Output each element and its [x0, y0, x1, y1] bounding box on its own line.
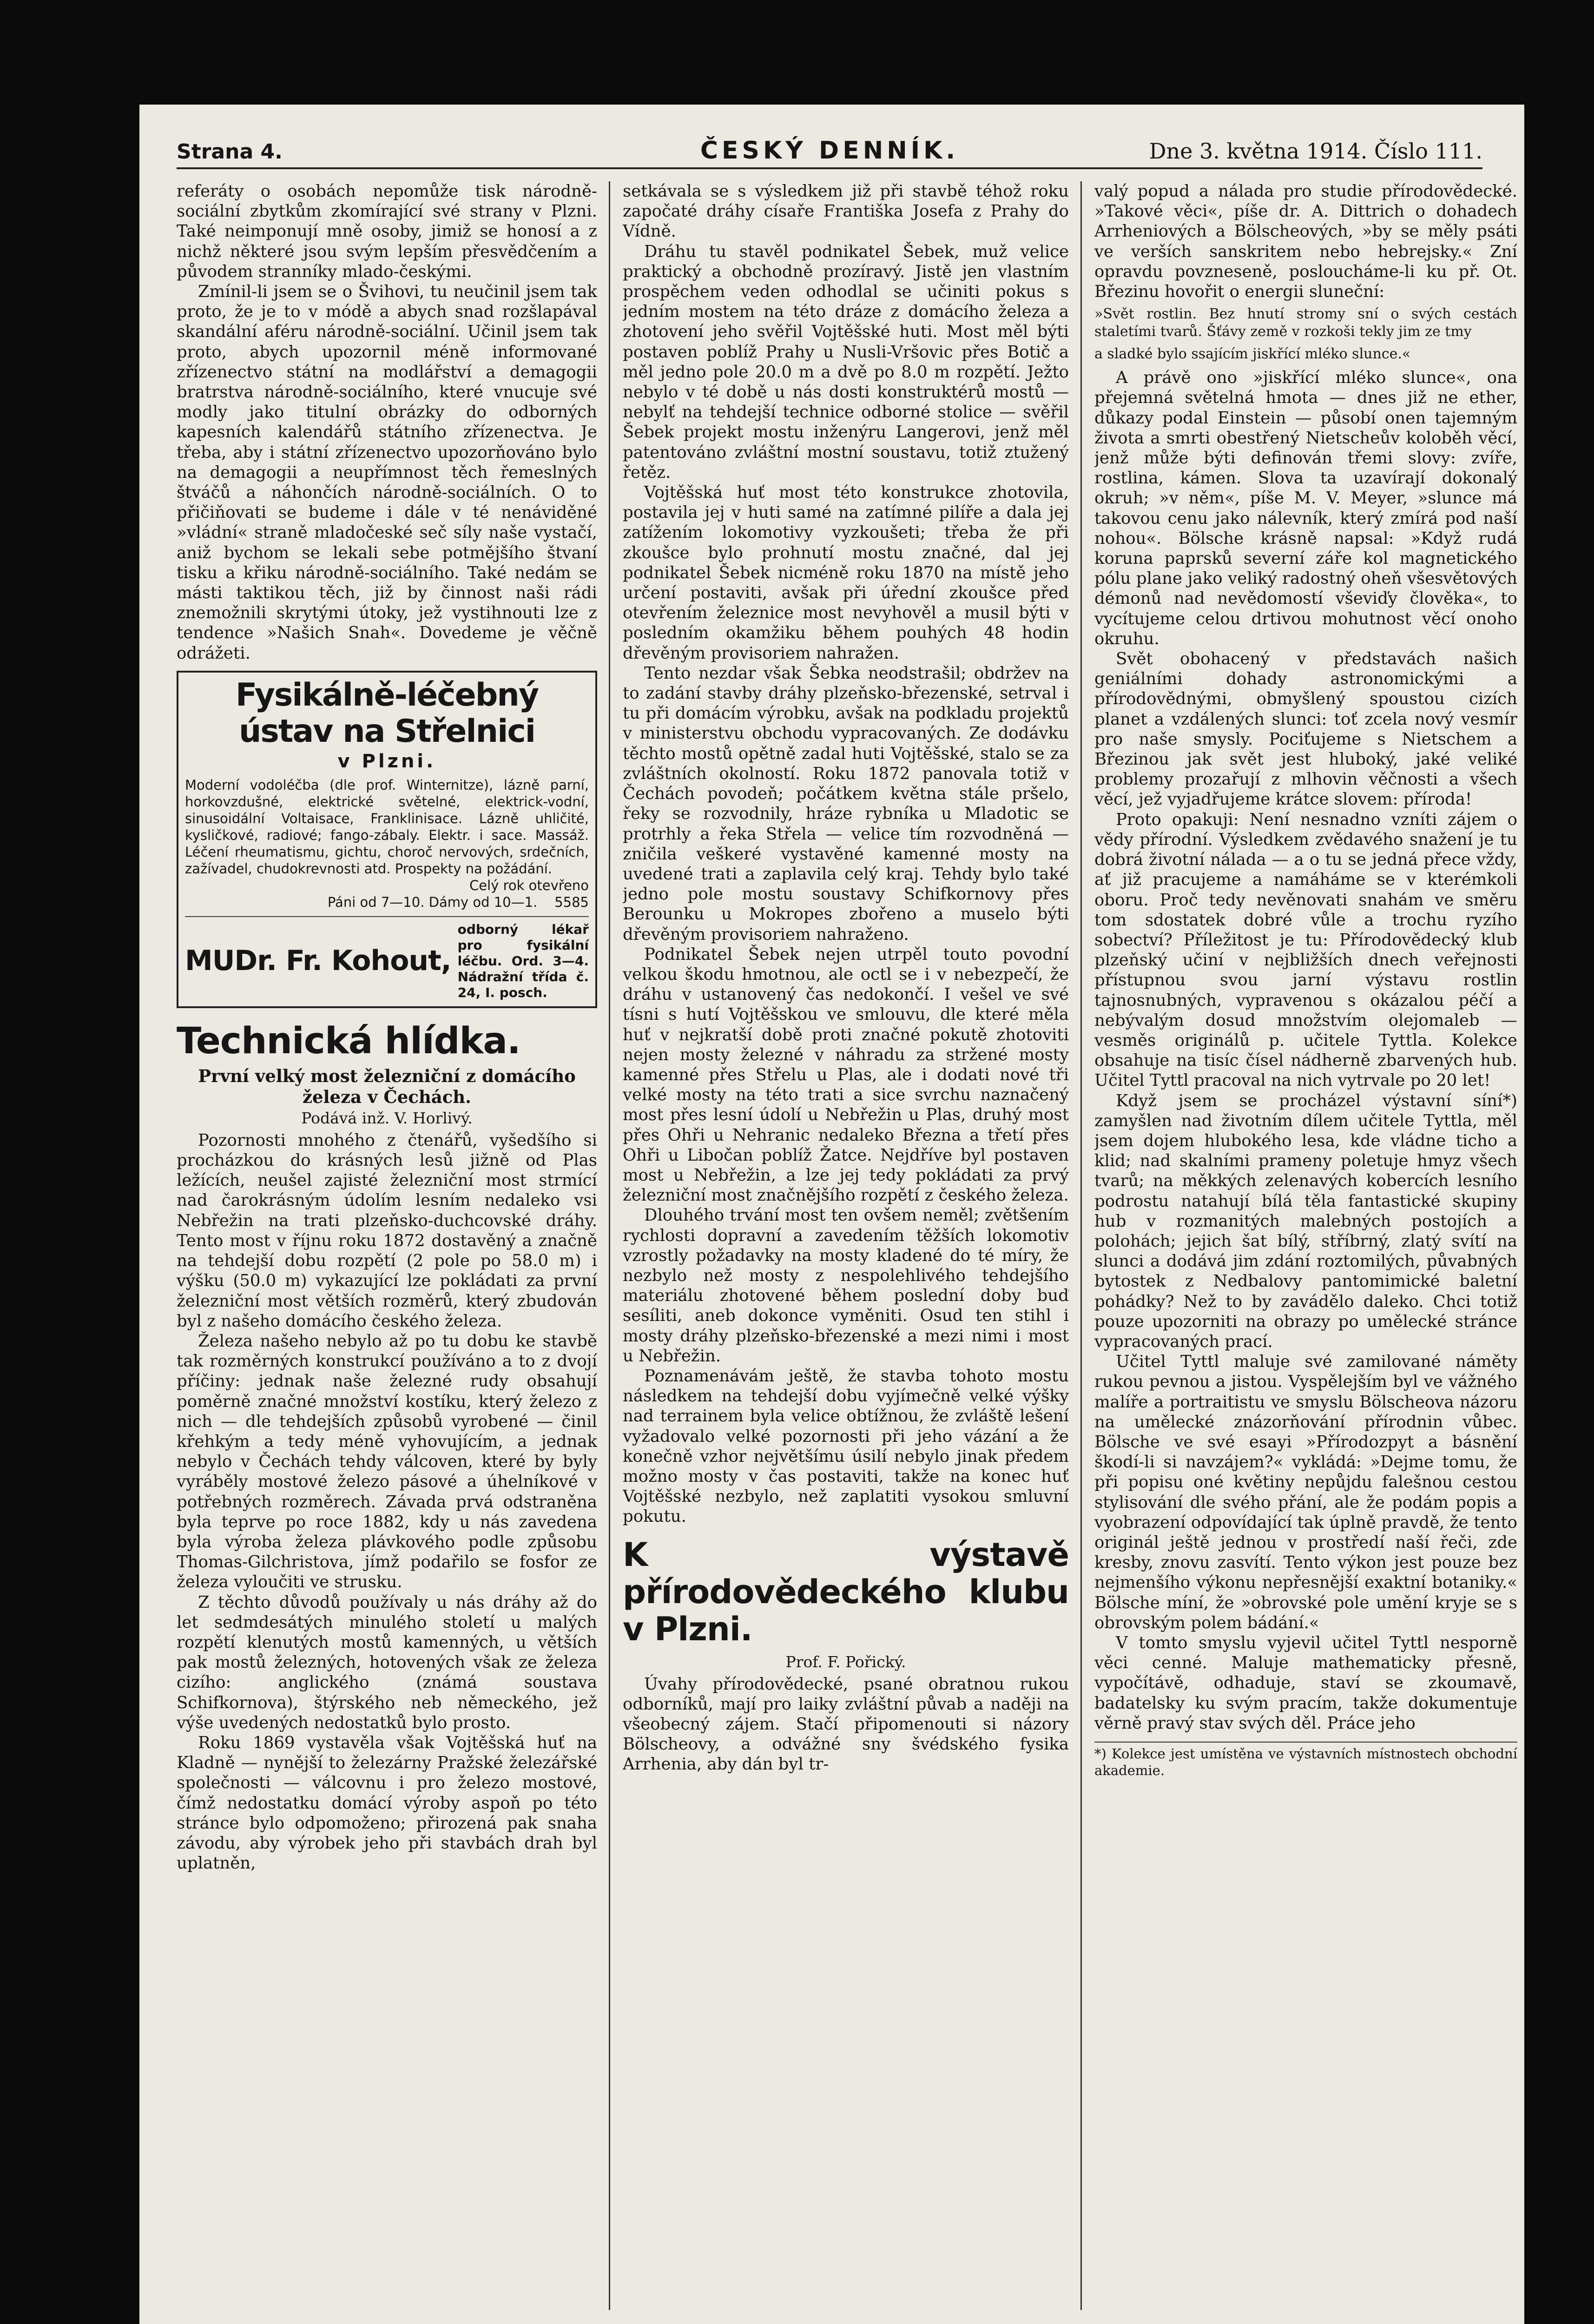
date-issue: Dne 3. května 1914. Číslo 111.	[1149, 139, 1482, 164]
ad-body: Moderní vodoléčba (dle prof. Winternitze), lázně parní, horkovzdušné, elektrické světelné, elektrick-vodní, sinusoidální Voltaisace, Franklinisace. Lázně uhličité, kysličkové, radiové; fango-zábaly. Elektr. i sace. Massáž. Léčení rheumatismu, gichtu, choroč nervových, srdečních, zažívadel, chudokrevnosti atd. Prospekty na požádání.	[185, 777, 589, 877]
ad-place: v Plzni.	[337, 750, 436, 772]
paragraph: Podnikatel Šebek nejen utrpěl touto povodní velkou škodu hmotnou, ale octl se i v nebezpečí, že dráhu v ustanovený čas nedokončí. I vešel ve své tísni s hutí Vojtěšskou ve smlouvu, dle které měla huť v nejkratší době proti značné pokutě zhotoviti nejen mosty železné v náhradu za stržené mosty kamenné přes Střelu u Plas, ale i dodati nové tři velké mosty na této trati a sice svrchu naznačený most přes lesní údolí u Nebřežin u Plas, druhý most přes Ohři u Nehranic nedaleko Března a třetí přes Ohři u Libočan poblíž Žatce. Nejdříve byl postaven most u Nebřežin, a lze jej tedy pokládati za prvý železniční most značnějšího rozpětí z českého železa.	[623, 944, 1069, 1205]
ad-doctor	[185, 916, 589, 1001]
paragraph: Dráhu tu stavěl podnikatel Šebek, muž velice praktický a obchodně prozíravý. Jistě jen vlastním prospěchem veden odhodlal se učiniti pokus s jedním mostem na této dráze z domácího železa a zhotovení jeho svěřil Vojtěšské huti. Most měl býti postaven poblíž Prahy u Nusli-Vršovic přes Botič a měl jedno pole 20.0 m a dvě po 8.0 m rozpětí. Ježto nebylo v té době u nás dosti konstruktérů mostů — nebylť na tehdejší technice odborné stolice — svěřil Šebek projekt mostu inženýru Langerovi, jenž měl patentováno zvláštní mostní soustavu, totiž ztužený řetěz.	[623, 242, 1069, 482]
paragraph: Tento nezdar však Šebka neodstrašil; obdržev na to zadání stavby dráhy plzeňsko-březenské, setrval i tu při domácím výrobku, avšak na podkladu projektů v ministerstvu obchodu vypracovaných. Ze dodávku těchto mostů opětně zadal huti Vojtěšské, stalo se za zvláštních okolností. Roku 1872 panovala totiž v Čechách povodeň; počátkem května stále pršelo, řeky se rozvodnily, hráze rybníka u Mladotic se protrhly a řeka Střela — velice tím rozvodněná — zničila veškeré vystavěné kamenné mosty na uvedené trati a zaplavila celý kraj. Tehdy bylo také jedno pole mostu soustavy Schifkornovy přes Berounku u Mokropes zbořeno a muselo býti dřevěným provisoriem nahraženo.	[623, 663, 1069, 944]
paragraph: A právě ono »jiskřící mléko slunce«, ona přejemná světelná hmota — dnes již ne ether, důkazy podal Einstein — působí onen tajemným života a smrti obestřený Nietscheův koloběh věcí, jenž může býti definován třemi slovy: zvíře, rostlina, kámen. Slova ta uzavírají dokonalý okruh; »v něm«, píše M. V. Meyer, »slunce má takovou cenu jako nálevník, který zmírá pod naší nohou«. Bölsche krásně napsal: »Když rudá koruna paprsků severní záře kol magnetického pólu plane jako veliký radostný oheň všesvětových démonů nad nevědomostí vševiďy člověka«, to vycítujeme celou drtivou mohutnost věcí onoho okruhu.	[1094, 368, 1517, 648]
footnote: *) Kolekce jest umístěna ve výstavních místnostech obchodní akademie.	[1094, 1742, 1517, 1779]
section-heading: Technická hlídka.	[177, 1020, 520, 1062]
paragraph: Pozornosti mnohého z čtenářů, vyšedšího si procházkou do krásných lesů jižně od Plas ležících, neušel zajisté železniční most strmící nad čarokrásným údolím lesním nedaleko vsi Nebřežin na trati plzeňsko-duchcovské dráhy. Tento most v říjnu roku 1872 dostavěný a značně na tehdejší dobu rozpětí (2 pole po 58.0 m) i výšku (50.0 m) vykazující lze pokládati za první železniční most větších rozměrů, který zbudován byl z našeho domácího českého železa.	[177, 1130, 597, 1331]
paragraph: Vojtěšská huť most této konstrukce zhotovila, postavila jej v huti samé na zatímné pilíře a dala jej zatížením lokomotivy vyzkoušeti; třeba že při zkoušce bylo prohnutí mostu značné, dal jej podnikatel Šebek nicméně roku 1870 na místě jeho určení postaviti, avšak při úřední zkoušce před otevřením železnice most nevyhověl a musil býti v posledním okamžiku během pouhých 48 hodin dřevěným provisoriem nahražen.	[623, 483, 1069, 663]
ad-phone: 5585	[554, 894, 589, 910]
masthead-title: ČESKÝ DENNÍK.	[700, 137, 959, 165]
paragraph: Roku 1869 vystavěla však Vojtěšská huť na Kladně — nynější to železárny Pražské železářské společnosti — válcovnu i pro železo mostové, čímž nedostatku domácí výroby aspoň po této stránce bylo odpomoženo; přirozená pak snaha závodu, aby výrobek jeho při stavbách drah byl uplatněn,	[177, 1733, 597, 1873]
ad-doctor-info: odborný lékař pro fysikální léčbu. Ord. 3—4. Nádražní třída č. 24, I. posch.	[457, 921, 589, 1000]
page-number: Strana 4.	[177, 140, 283, 164]
ad-hours-detail	[185, 894, 589, 911]
paragraph: Dlouhého trvání most ten ovšem neměl; zvětšením rychlosti dopravní a zavedením těžších lokomotiv vzrostly požadavky na mosty kladené do té míry, že nezbylo než mosty z nespolehlivého tehdejšího materiálu zhotovené během poslední doby buď sesíliti, aneb dokonce vyměniti. Osud ten stihl i mosty dráhy plzeňsko-březenské a mezi nimi i most u Nebřežin.	[623, 1206, 1069, 1366]
article-author-2: Prof. F. Pořický.	[785, 1652, 906, 1671]
paragraph: Proto opakuji: Není nesnadno vzníti zájem o vědy přírodní. Výsledkem zvědavého snažení je tu dobrá životní nálada — a o tu se jedná přece vždy, ať již pracujeme a namáháme se v kterémkoli oboru. Proč tedy nevěnovati snahám ve směru tom sdostatek dobré vůle a trochu ryzího sobectví? Příležitost je tu: Přírodovědecký klub plzeňský učiní v nejbližších dnech veřejnosti přístupnou svou jarní výstavu rostlin tajnosnubných, vypravenou s okázalou péčí a nebývalým dosud množstvím olejomaleb — vesměs originálů p. učitele Tyttla. Kolekce obsahuje na tisíc čísel nádherně zbarvených hub. Učitel Tyttl pracoval na nich vytrvale po 20 let!	[1094, 810, 1517, 1090]
paragraph: Když jsem se procházel výstavní síní*) zamyšlen nad životním dílem učitele Tyttla, měl jsem dojem hlubokého lesa, kde vládne ticho a klid; nad skalními prameny poletuje hmyz všech tvarů; na měkkých zelenavých kobercích lesního podrostu natahují bílá těla fantastické skupiny hub v rozmanitých malebných postojích a polohách; jejich šat bílý, stříbrný, zlatý svítí na slunci a dodává jim zdání roztomilých, půvabných bytostek z Nedbalovy pantomimické baletní pohádky? Než to by zavádělo daleko. Chci totiž pouze upozorniti na obrazy po umělecké stránce vypracovaných prací.	[1094, 1091, 1517, 1351]
article-author: Podává inž. V. Horlivý.	[301, 1109, 473, 1127]
paragraph: Učitel Tyttl maluje své zamilované náměty rukou pevnou a jistou. Vyspělejším byl ve vážného malíře a portraitistu ve smyslu Bölscheova názoru na umělecké znázorňování přírodnin vůbec. Bölsche ve své esayi »Přírodozpyt a básnění škodí-li si navzájem?« vykládá: »Dejme tomu, že při popisu oné květiny nepůjdu falešnou cestou stylisování dle svého přání, ale že podám popis a vyobrazení odpovídající tak úplně pravdě, že tento originál ještě jednou v prostředí naší řeči, zde kresby, znovu zasvítí. Tento výkon jest pouze bez nejmenšího výkonu nepřesnější exaktní botaniky.« Bölsche míní, že »obrovské pole umění kryje se s obrovským polem bádání.«	[1094, 1352, 1517, 1632]
column-divider-1	[609, 181, 610, 2310]
ad-hours: Celý rok otevřeno	[469, 877, 589, 893]
ad-hours-times: Páni od 7—10. Dámy od 10—1.	[327, 894, 538, 910]
column-divider-2	[1080, 181, 1082, 2310]
column-3	[1094, 181, 1517, 2310]
paragraph: valý popud a nálada pro studie přírodovědecké. »Takové věci«, píše dr. A. Dittrich o dohadech Arrheniových a Bölscheových, »by se měly psáti ve verších sanskritem nebo hebrejsky.« Zní opravdu povzneseně, posloucháme-li ku př. Ot. Březinu hovořit o energii sluneční:	[1094, 182, 1517, 302]
paragraph: Z těchto důvodů používaly u nás dráhy až do let sedmdesátých minulého století u malých rozpětí klenutých mostů kamenných, u větších pak mostů železných, hotovených však ze železa cizího: anglického (známá soustava Schifkornova), štýrského neb německého, jež výše uvedených nedostatků bylo prosto.	[177, 1592, 597, 1732]
article-title: První velký most železniční z domácího železa v Čechách.	[198, 1065, 576, 1107]
newspaper-page	[139, 105, 1524, 2324]
verse-quote: »Svět rostlin. Bez hnutí stromy sní o svých cestách staletími tvarů. Šťávy země v rozkoši tekly jim ze tmy	[1094, 306, 1517, 340]
paragraph: Zmínil-li jsem se o Švihovi, tu neučinil jsem tak proto, že je to v módě a abych snad rozšlapával skandální aféru národně-sociální. Učinil jsem tak proto, abych upozornil méně informované zřízenectvo státní na modlářství a demagogii bratrstva národně-sociálního, které vnucuje své modly jako titulní obrázky do odborných kapesních kalendářů státního zřízenectva. Je třeba, aby i státní zřízenectvo upozorňováno bylo na demagogii a neupřímnost těch řemeslných štváčů a náhončích národně-sociálních. O to přičiňovati se budeme i dále v té nenáviděné »vládní« straně mladočeské seč síly naše vystačí, aniž bychom se lekali sebe potmějšího štvaní tisku a křiku národně-sociálního. Také nedám se másti taktikou těch, již by činnost naši rádi znemožnili skrytými útoky, jež vystihnouti lze z tendence »Našich Snah«. Dovedeme je věčně odrážeti.	[177, 282, 597, 663]
paragraph: referáty o osobách nepomůže tisk národně-sociální zbytkům zkomírající své strany v Plzni. Také neimponují mně osoby, jimiž se honosí a z nichž některé jsou svým lepším přesvědčením a původem stranníky mlado-českými.	[177, 182, 597, 281]
advertisement-box	[177, 671, 597, 1008]
paragraph: setkávala se s výsledkem již při stavbě téhož roku započaté dráhy císaře Františka Josefa z Prahy do Vídně.	[623, 182, 1069, 241]
column-1	[177, 181, 597, 2310]
paragraph: V tomto smyslu vyjevil učitel Tyttl nesporně věci cenné. Maluje mathematicky přesně, vypočítávě, odhaduje, staví se zkoumavě, badatelsky ku svým pracím, takže dokumentuje věrně pravý stav svých děl. Práce jeho	[1094, 1633, 1517, 1733]
paragraph: Svět obohacený v představách našich geniálními dohady astronomickými a přírodovědnými, obmyšlený spoustou cizích planet a vzdálených slunci: toť zcela nový vesmír pro naše smysly. Pociťujeme s Nietschem a Březinou jak svět jest hluboký, jaké veliké problemy prozařují z mlhovin věčnosti a všech věcí, jež vyjadřujeme krátce slovem: příroda!	[1094, 649, 1517, 809]
article-title-2: K výstavě přírodovědeckého klubu v Plzni.	[623, 1535, 1069, 1648]
paragraph: Železa našeho nebylo až po tu dobu ke stavbě tak rozměrných konstrukcí používáno a to z dvojí příčiny: jednak naše železné rudy obsahují poměrně značné množství kostíku, který železo z nich — dle tehdejších způsobů vyrobené — činil křehkým a tedy méně vyhovujícím, a jednak nebylo v Čechách tehdy válcoven, které by byly vyráběly mostové železo pásové a úhelníkové v potřebných rozměrech. Závada prvá odstraněna byla teprve po roce 1882, kdy u nás zavedena byla výroba železa plávkového podle způsobu Thomas-Gilchristova, jímž podařilo se fosfor ze železa vyloučiti ve strusku.	[177, 1331, 597, 1592]
column-2	[623, 181, 1069, 2310]
page-header	[177, 130, 1482, 169]
paragraph: Úvahy přírodovědecké, psané obratnou rukou odborníků, mají pro laiky zvláštní půvab a naději na všeobecný zájem. Stačí připomenouti si názory Bölscheovy, a odvážné sny švédského fysika Arrhenia, aby dán byl tr-	[623, 1674, 1069, 1774]
verse-quote-end: a sladké bylo ssajícím jiskřící mléko slunce.«	[1094, 346, 1411, 363]
paragraph: Poznamenávám ještě, že stavba tohoto mostu následkem na tehdejší dobu vyjímečně velké výšky nad terrainem byla velice obtížnou, že zvláště lešení vyžadovalo velké pozornosti při jeho vázání a že konečně vzhor největšímu úsilí nebylo jinak předem možno mosty v čas postaviti, takže na konec huť Vojtěšské nezbylo, než zaplatiti vysokou smluvní pokutu.	[623, 1366, 1069, 1526]
ad-doctor-name: MUDr. Fr. Kohout,	[185, 944, 451, 977]
ad-title: Fysikálně-léčebný ústav na Střelnici	[235, 676, 539, 750]
